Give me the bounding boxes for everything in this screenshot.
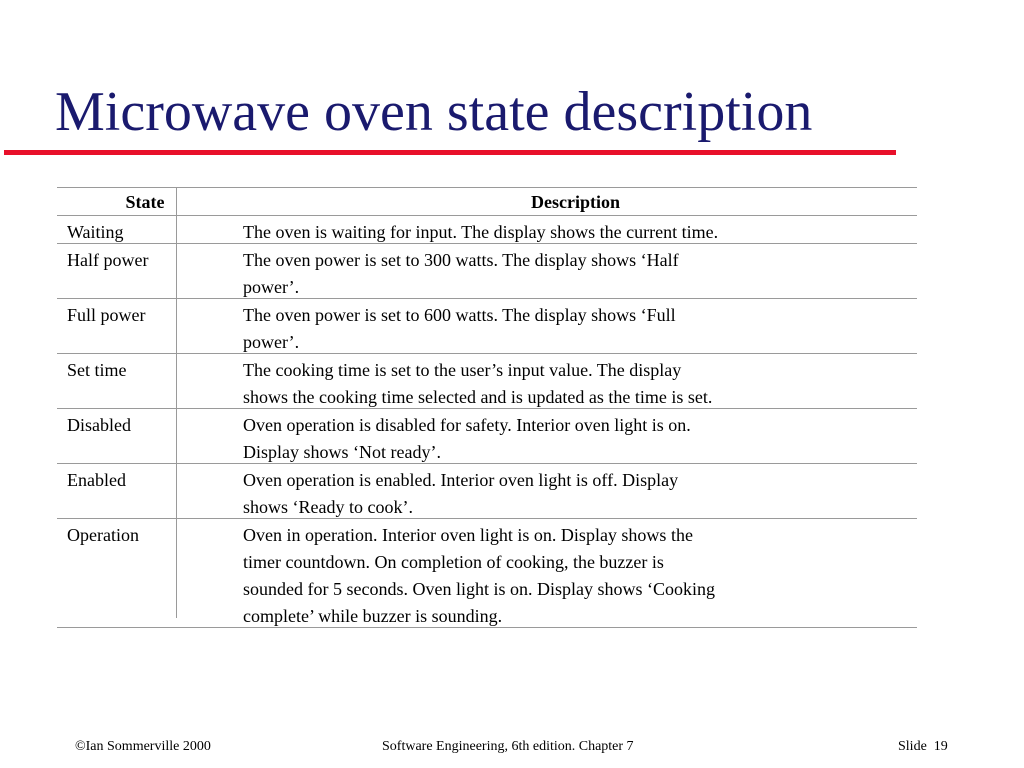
state-cell: Half power [67,250,149,270]
description-line: Oven operation is enabled. Interior oven light is off. Display [243,470,679,490]
description-cell [243,467,678,521]
footer-book: Software Engineering, 6th edition. Chapter 7 [382,739,634,754]
description-line: sounded for 5 seconds. Oven light is on. Display shows ‘Cooking [243,579,715,599]
table-row [57,299,917,354]
state-description-table [57,187,917,628]
description-cell [243,357,712,411]
description-cell [243,247,679,301]
description-cell [243,522,715,630]
state-cell: Enabled [67,470,126,490]
slide-number: 19 [933,739,948,754]
description-line: The oven is waiting for input. The display shows the current time. [243,222,719,242]
title-underline [4,150,896,155]
state-cell: Operation [67,525,139,545]
description-line: power’. [243,332,300,352]
description-line: shows ‘Ready to cook’. [243,497,413,517]
description-line: timer countdown. On completion of cooking, the buzzer is [243,552,664,572]
slide-title: Microwave oven state description [55,81,813,143]
description-line: The cooking time is set to the user’s input value. The display [243,360,682,380]
table-row [57,464,917,519]
table-row [57,409,917,464]
table-header-row [57,188,917,216]
description-line: Oven in operation. Interior oven light is on. Display shows the [243,525,693,545]
slide-label: Slide [898,739,927,754]
header-description: Description [531,192,620,212]
state-cell: Waiting [67,222,124,242]
table-row [57,354,917,409]
table-row [57,216,917,244]
description-cell [243,302,676,356]
table-row [57,519,917,628]
description-line: The oven power is set to 600 watts. The display shows ‘Full [243,305,676,325]
description-line: complete’ while buzzer is sounding. [243,606,503,626]
table-body [57,216,917,628]
column-divider [176,188,177,618]
state-cell: Full power [67,305,146,325]
table-row [57,244,917,299]
header-state: State [125,192,165,212]
description-cell [243,219,718,246]
footer-slide-number [898,738,948,756]
footer-copyright: ©Ian Sommerville 2000 [75,739,211,754]
description-line: power’. [243,277,300,297]
state-cell: Disabled [67,415,131,435]
description-cell [243,412,691,466]
description-line: shows the cooking time selected and is updated as the time is set. [243,387,713,407]
description-line: Oven operation is disabled for safety. Interior oven light is on. [243,415,691,435]
state-cell: Set time [67,360,127,380]
description-line: The oven power is set to 300 watts. The display shows ‘Half [243,250,679,270]
description-line: Display shows ‘Not ready’. [243,442,441,462]
